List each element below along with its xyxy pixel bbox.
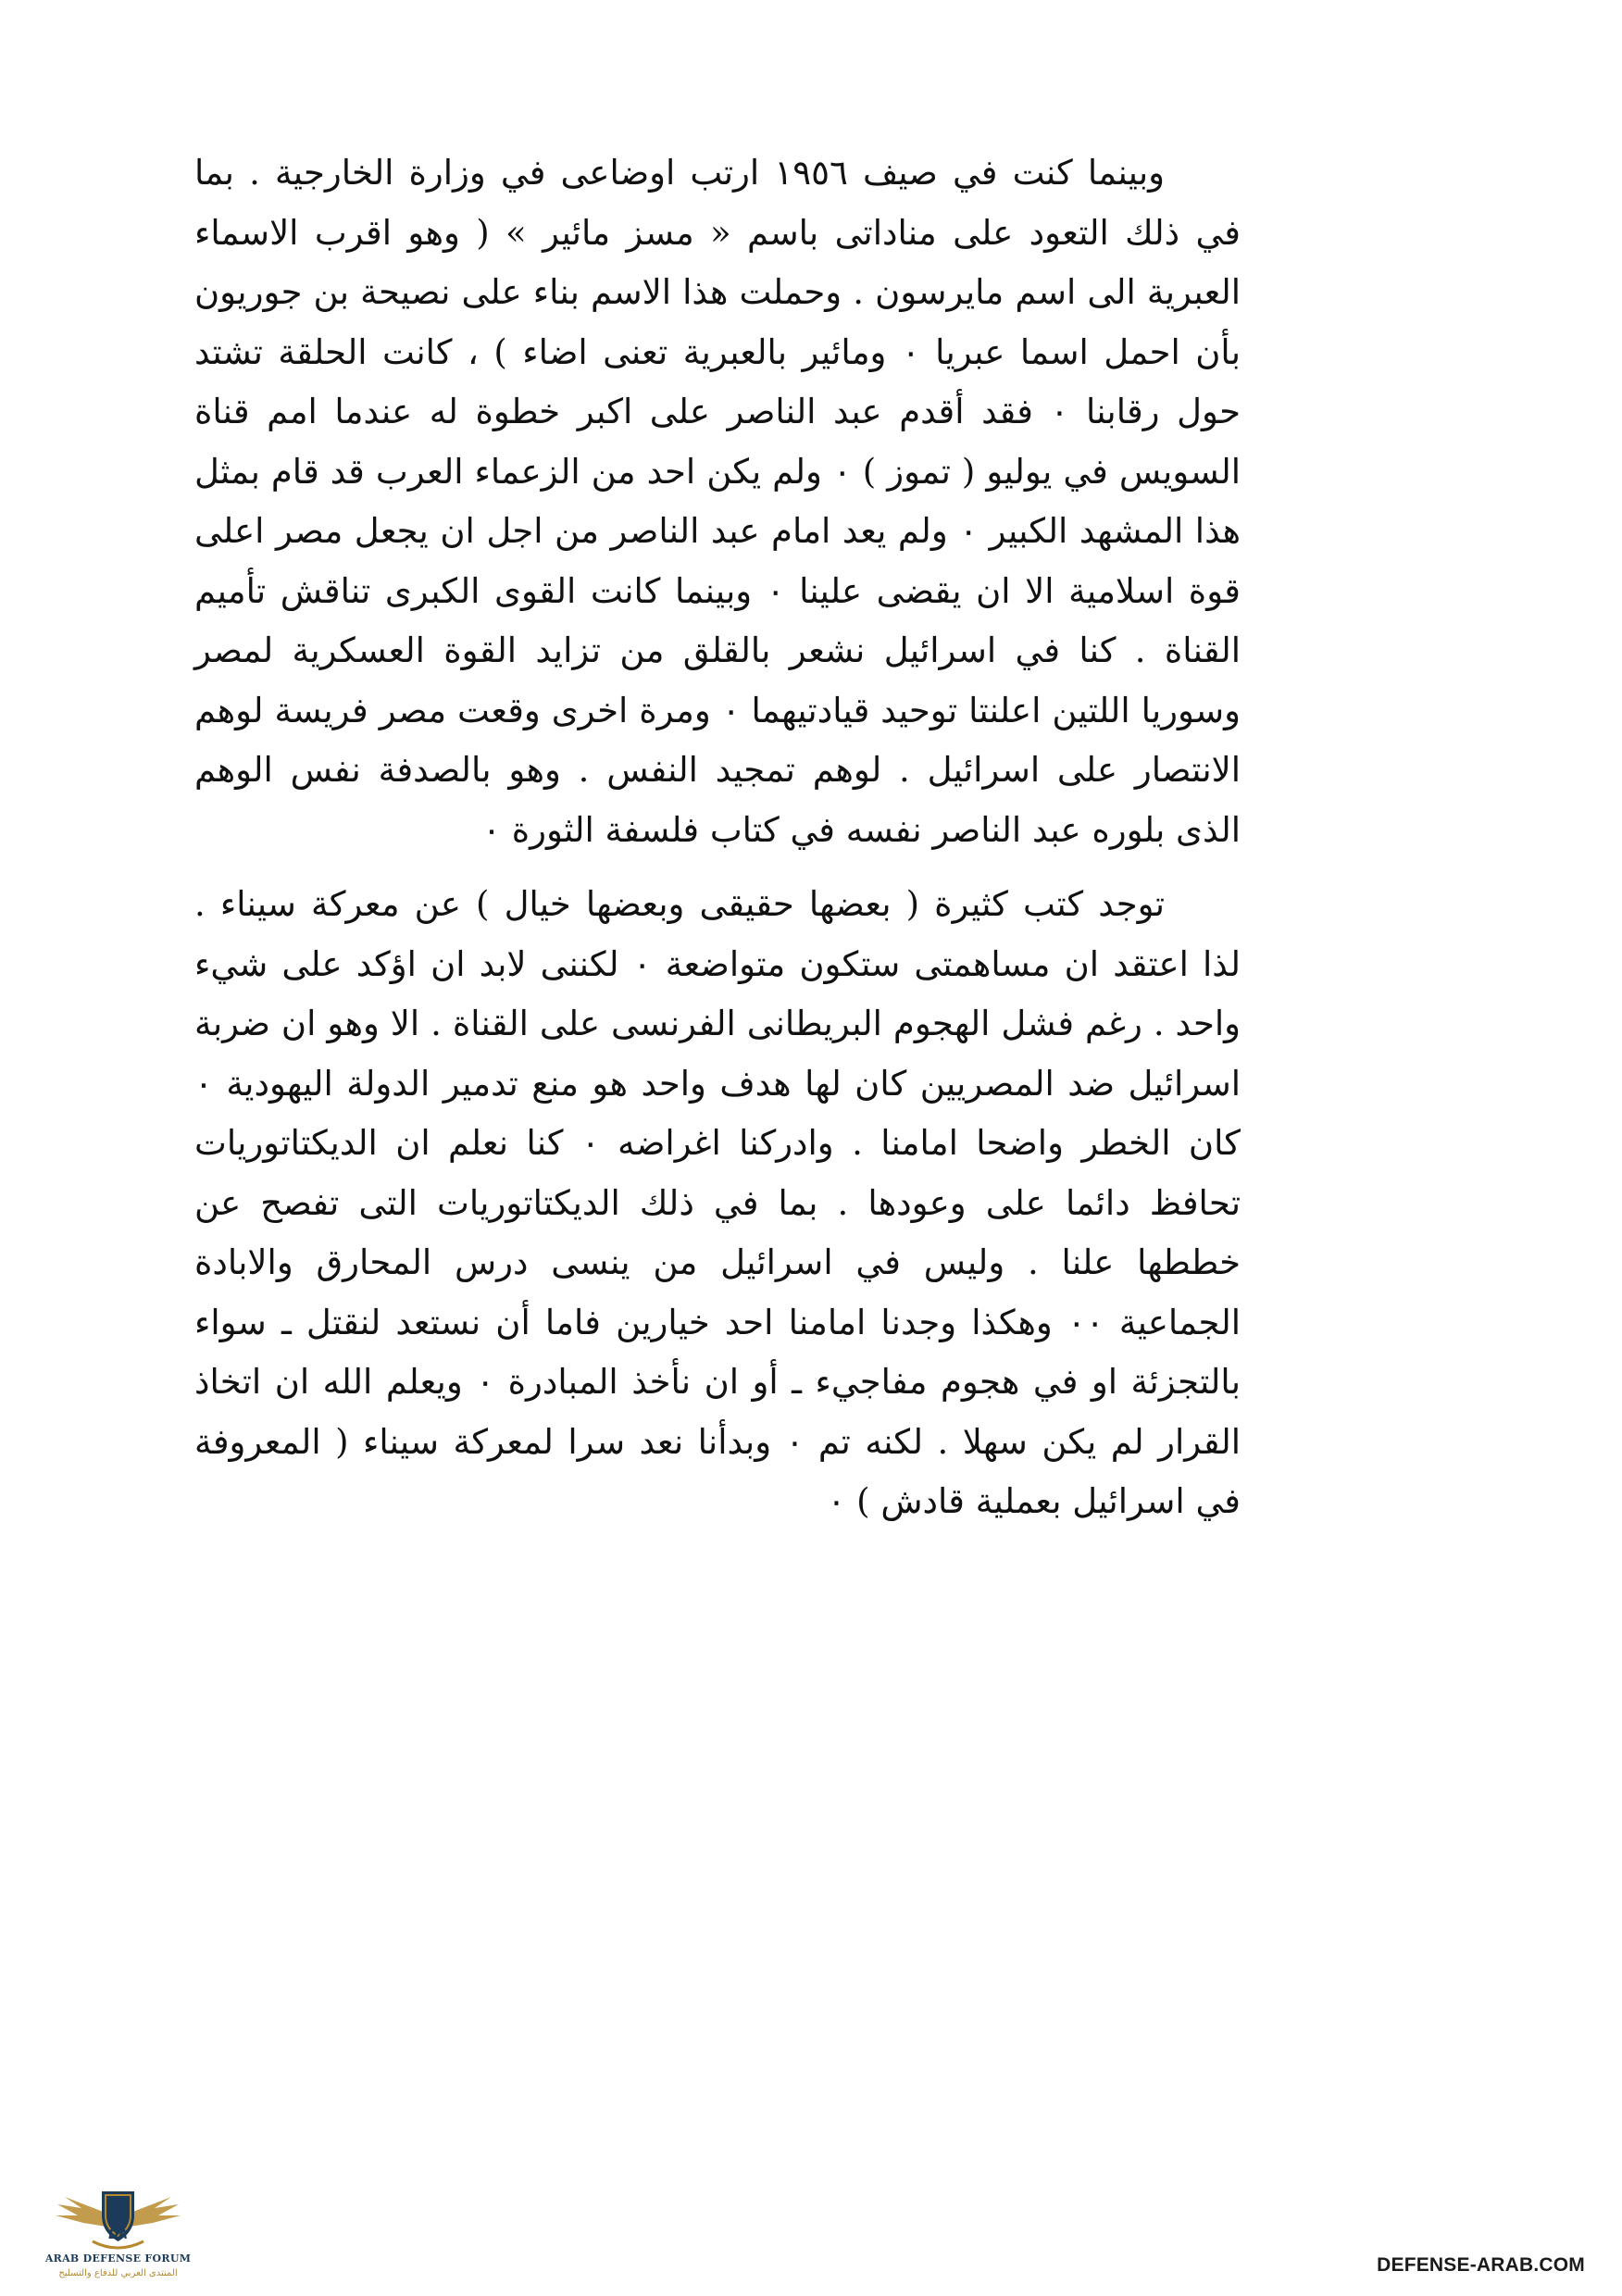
paragraph-1: وبينما كنت في صيف ١٩٥٦ ارتب اوضاعى في وزارة الخارجية . بما في ذلك التعود على مناداتى باسم « مسز مائير » ( وهو اقرب الاسماء العبرية الى اسم مايرسون . وحملت هذا الاسم بناء على نصيحة بن جوريون بأن احمل اسما عبريا ٠ ومائير بالعبرية تعنى اضاء ) ، كانت الحلقة تشتد حول رقابنا ٠ فقد أقدم عبد الناصر على اكبر خطوة له عندما امم قناة السويس في يوليو ( تموز ) ٠ ولم يكن احد من الزعماء العرب قد قام بمثل هذا المشهد الكبير ٠ ولم يعد امام عبد الناصر من اجل ان يجعل مصر اعلى قوة اسلامية الا ان يقضى علينا ٠ وبينما كانت القوى الكبرى تناقش تأميم القناة . كنا في اسرائيل نشعر بالقلق من تزايد القوة العسكرية لمصر وسوريا اللتين اعلنتا توحيد قيادتيهما ٠ ومرة اخرى وقعت مصر فريسة لوهم الانتصار على اسرائيل . لوهم تمجيد النفس . وهو بالصدفة نفس الوهم الذى بلوره عبد الناصر نفسه في كتاب فلسفة الثورة ٠: [194, 153, 1241, 850]
logo-tagline: المنتدى العربي للدفاع والتسليح: [58, 2268, 178, 2278]
paragraph-2: توجد كتب كثيرة ( بعضها حقيقى وبعضها خيال ) عن معركة سيناء . لذا اعتقد ان مساهمتى ستكون متواضعة ٠ لكننى لابد ان اؤكد على شيء واحد . رغم فشل الهجوم البريطانى الفرنسى على القناة . الا وهو ان ضربة اسرائيل ضد المصريين كان لها هدف واحد هو منع تدمير الدولة اليهودية ٠ كان الخطر واضحا امامنا . وادركنا اغراضه ٠ كنا نعلم ان الديكتاتوريات تحافظ دائما على وعودها . بما في ذلك الديكتاتوريات التى تفصح عن خططها علنا . وليس في اسرائيل من ينسى درس المحارق والابادة الجماعية ٠٠ وهكذا وجدنا امامنا احد خيارين فاما أن نستعد لنقتل ـ سواء بالتجزئة او في هجوم مفاجيء ـ أو ان نأخذ المبادرة ٠ ويعلم الله ان اتخاذ القرار لم يكن سهلا . لكنه تم ٠ وبدأنا نعد سرا لمعركة سيناء ( المعروفة في اسرائيل بعملية قادش ) ٠: [194, 884, 1241, 1521]
forum-logo: [37, 2180, 199, 2290]
body-text: [194, 144, 1241, 1532]
logo-initials: DA: [108, 2228, 128, 2242]
logo-name: ARAB DEFENSE FORUM: [44, 2252, 192, 2265]
site-watermark: DEFENSE-ARAB.COM: [1377, 2254, 1585, 2276]
eagle-shield-icon: [37, 2180, 199, 2254]
